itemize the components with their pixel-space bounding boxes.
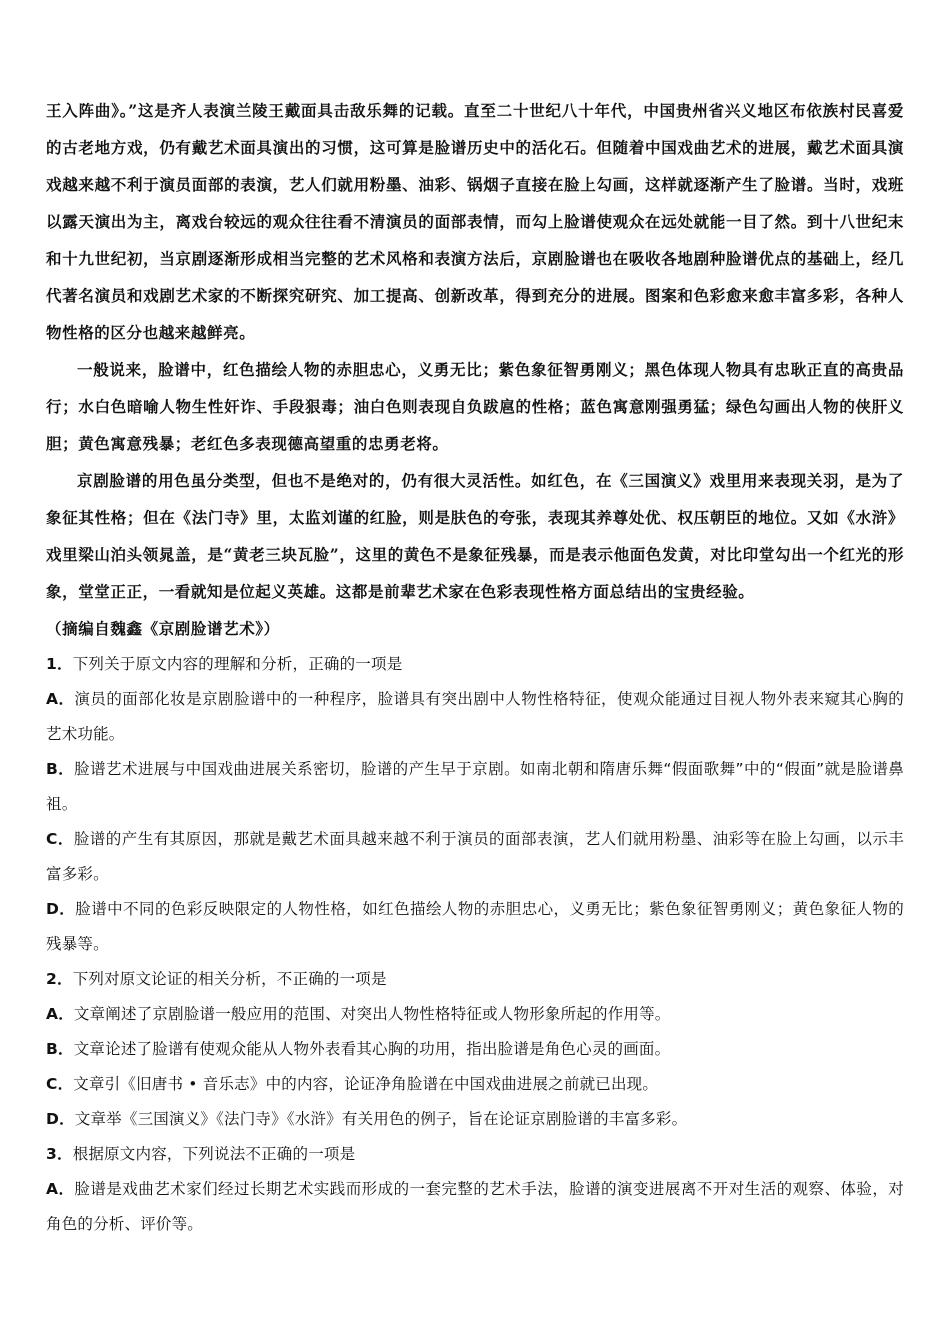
option-label: C． (46, 830, 74, 848)
option-text: 脸谱的产生有其原因，那就是戴艺术面具越来越不利于演员的面部表演，艺人们就用粉墨、油彩等在脸上勾画，以示丰富多彩。 (46, 830, 905, 883)
question-number: 3． (46, 1145, 73, 1163)
option-2a[interactable] (46, 997, 904, 1032)
option-label: A． (46, 1005, 74, 1023)
option-label: B． (46, 760, 75, 778)
option-2c[interactable] (46, 1067, 904, 1102)
option-text: 演员的面部化妆是京剧脸谱中的一种程序，脸谱具有突出剧中人物性格特征，使观众能通过目视人物外表来窥其心胸的艺术功能。 (46, 690, 904, 743)
question-number: 2． (46, 970, 73, 988)
option-text: 脸谱艺术进展与中国戏曲进展关系密切，脸谱的产生早于京剧。如南北朝和隋唐乐舞“假面歌舞”中的“假面”就是脸谱鼻祖。 (46, 760, 904, 813)
option-text: 文章举《三国演义》《法门寺》《水浒》有关用色的例子，旨在论证京剧脸谱的丰富多彩。 (74, 1110, 688, 1128)
option-3a[interactable] (46, 1172, 904, 1242)
question-3 (46, 1137, 904, 1172)
option-1d[interactable] (46, 892, 904, 962)
option-text: 文章阐述了京剧脸谱一般应用的范围、对突出人物性格特征或人物形象所起的作用等。 (73, 1005, 671, 1023)
question-stem: 下列对原文论证的相关分析，不正确的一项是 (72, 970, 387, 988)
option-label: A． (46, 690, 75, 708)
question-2 (46, 962, 904, 997)
passage-source: （摘编自魏鑫《京剧脸谱艺术》） (46, 619, 280, 638)
passage-paragraph-3: 京剧脸谱的用色虽分类型，但也不是绝对的，仍有很大灵活性。如红色，在《三国演义》戏里用来表现关羽，是为了象征其性格；但在《法门寺》里，太监刘谨的红脸，则是肤色的夸张，表现其养尊处优、权压朝臣的地位。又如《水浒》戏里梁山泊头领晁盖，是“黄老三块瓦脸”，这里的黄色不是象征残暴，而是表示他面色发黄，对比印堂勾出一个红光的形象，堂堂正正，一看就知是位起义英雄。这都是前辈艺术家在色彩表现性格方面总结出的宝贵经验。 (46, 471, 904, 601)
option-1c[interactable] (46, 822, 904, 892)
option-label: C． (46, 1075, 74, 1093)
option-text: 文章论述了脸谱有使观众能从人物外表看其心胸的功用，指出脸谱是角色心灵的画面。 (73, 1040, 671, 1058)
option-label: D． (46, 900, 76, 918)
passage-paragraph-2: 一般说来，脸谱中，红色描绘人物的赤胆忠心，义勇无比；紫色象征智勇刚义；黑色体现人物具有忠耿正直的高贵品行；水白色暗喻人物生性奸诈、手段狠毒；油白色则表现自负跋扈的性格；蓝色寓意刚强勇猛；绿色勾画出人物的侠肝义胆；黄色寓意残暴；老红色多表现德高望重的忠勇老将。 (46, 360, 904, 453)
question-1 (46, 647, 904, 682)
document-page (46, 92, 904, 1242)
option-2d[interactable] (46, 1102, 904, 1137)
question-stem: 下列关于原文内容的理解和分析，正确的一项是 (72, 655, 403, 673)
option-2b[interactable] (46, 1032, 904, 1067)
option-text: 文章引《旧唐书 • 音乐志》中的内容，论证净角脸谱在中国戏曲进展之前就已出现。 (73, 1075, 659, 1093)
option-1b[interactable] (46, 752, 904, 822)
option-text: 脸谱中不同的色彩反映限定的人物性格，如红色描绘人物的赤胆忠心，义勇无比；紫色象征智勇刚义；黄色象征人物的残暴等。 (46, 900, 904, 953)
question-number: 1． (46, 655, 73, 673)
passage-paragraph-1: 王入阵曲》。”这是齐人表演兰陵王戴面具击敌乐舞的记载。直至二十世纪八十年代，中国贵州省兴义地区布依族村民喜爱的古老地方戏，仍有戴艺术面具演出的习惯，这可算是脸谱历史中的活化石。但随着中国戏曲艺术的进展，戴艺术面具演戏越来越不利于演员面部的表演，艺人们就用粉墨、油彩、锅烟子直接在脸上勾画，这样就逐渐产生了脸谱。当时，戏班以露天演出为主，离戏台较远的观众往往看不清演员的面部表情，而勾上脸谱使观众在远处就能一目了然。到十八世纪末和十九世纪初，当京剧逐渐形成相当完整的艺术风格和表演方法后，京剧脸谱也在吸收各地剧种脸谱优点的基础上，经几代著名演员和戏剧艺术家的不断探究研究、加工提高、创新改革，得到充分的进展。图案和色彩愈来愈丰富多彩，各种人物性格的区分也越来越鲜亮。 (46, 101, 904, 342)
option-label: B． (46, 1040, 74, 1058)
option-label: A． (46, 1180, 75, 1198)
option-1a[interactable] (46, 682, 904, 752)
option-label: D． (46, 1110, 75, 1128)
question-stem: 根据原文内容，下列说法不正确的一项是 (72, 1145, 356, 1163)
option-text: 脸谱是戏曲艺术家们经过长期艺术实践而形成的一套完整的艺术手法，脸谱的演变进展离不开对生活的观察、体验，对角色的分析、评价等。 (46, 1180, 904, 1233)
